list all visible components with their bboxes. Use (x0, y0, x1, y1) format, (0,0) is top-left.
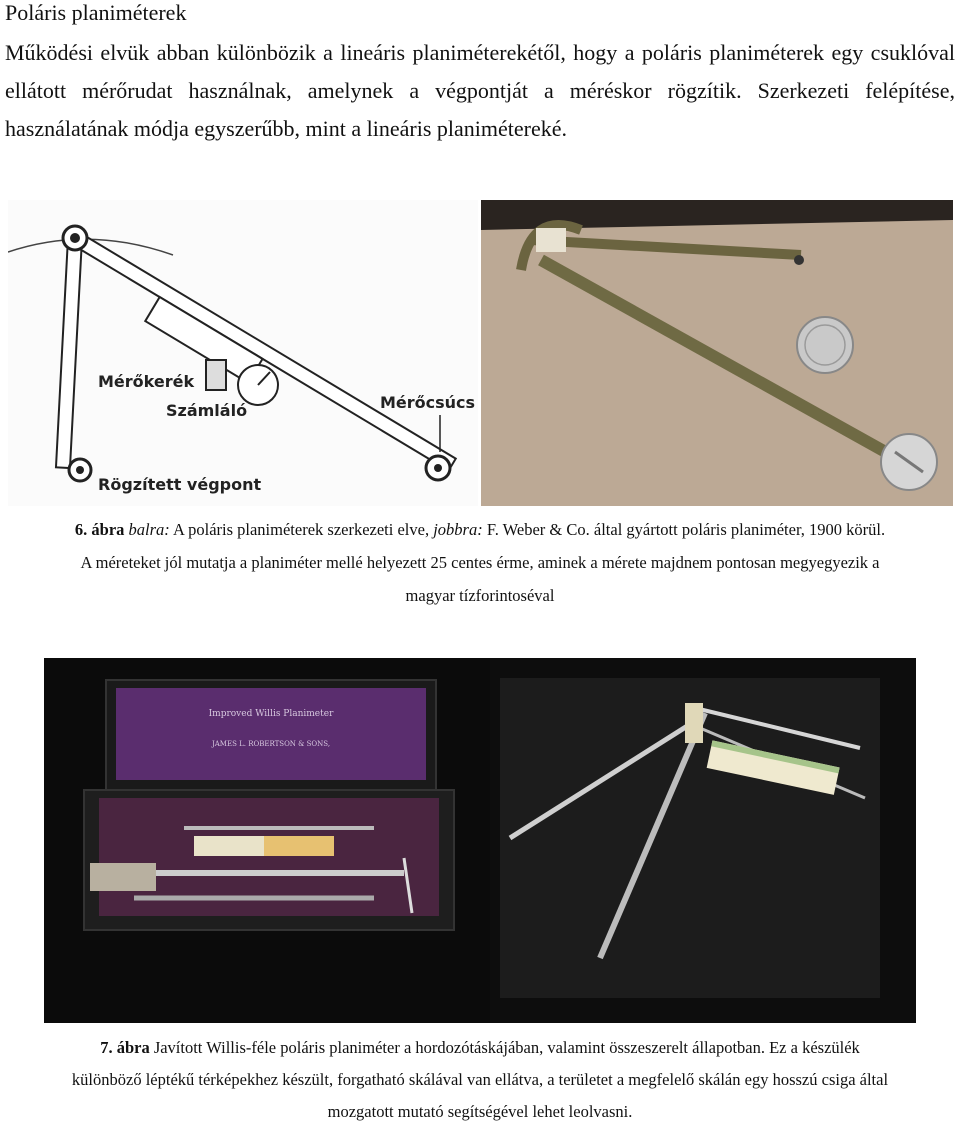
label-fixed-point: Rögzített végpont (98, 475, 262, 494)
figure7-assembled-photo (490, 658, 916, 1023)
figure6-left-word: balra: (128, 520, 170, 539)
figure6-caption-line1 (0, 514, 960, 546)
figure7-caption-line1 (0, 1032, 960, 1064)
label-counter: Számláló (166, 401, 248, 420)
figure6-left-text: A poláris planiméterek szerkezeti elve, (172, 520, 430, 539)
label-tip: Mérőcsúcs (380, 393, 476, 412)
figure7-number: 7. ábra (100, 1038, 150, 1057)
label-wheel: Mérőkerék (98, 372, 195, 391)
case-maker-text: JAMES L. ROBERTSON & SONS, (211, 740, 331, 748)
figure6-number: 6. ábra (74, 520, 125, 539)
figure6-right-text: F. Weber & Co. által gyártott poláris planiméter, 1900 körül. (486, 520, 886, 539)
figure7-caption-text1: Javított Willis-féle poláris planiméter a hordozótáskájában, valamint összeszerelt állapotban. Ez a készülék (153, 1038, 860, 1057)
figure6-caption-line2: A méreteket jól mutatja a planiméter mellé helyezett 25 centes érme, aminek a mérete majdnem pontosan megyegyezik a (80, 553, 880, 572)
section-title: Poláris planiméterek (5, 0, 187, 25)
figure6-right-word: jobbra: (433, 520, 483, 539)
figure7-caption-line3: mozgatott mutató segítségével lehet leolvasni. (327, 1102, 633, 1121)
figure6-diagram (8, 200, 478, 506)
figure7-case-photo (44, 658, 490, 1023)
figure6-caption-line3: magyar tízforintoséval (405, 586, 555, 605)
intro-paragraph: Működési elvük abban különbözik a lineáris planiméterekétől, hogy a poláris planiméterek egy csuklóval ellátott mérőrudat használnak, amelynek a végpontját a méréskor rögzítik. Szerkezeti felépítése, használatának módja egyszerűbb, mint a lineáris planimétereké. (5, 40, 955, 141)
figure6-photo (481, 200, 953, 506)
figure7-caption-line2: különböző léptékű térképekhez készült, forgatható skálával van ellátva, a területet a megfelelő skálán egy hosszú csiga által (71, 1070, 889, 1089)
case-lid-text: Improved Willis Planimeter (208, 709, 334, 719)
